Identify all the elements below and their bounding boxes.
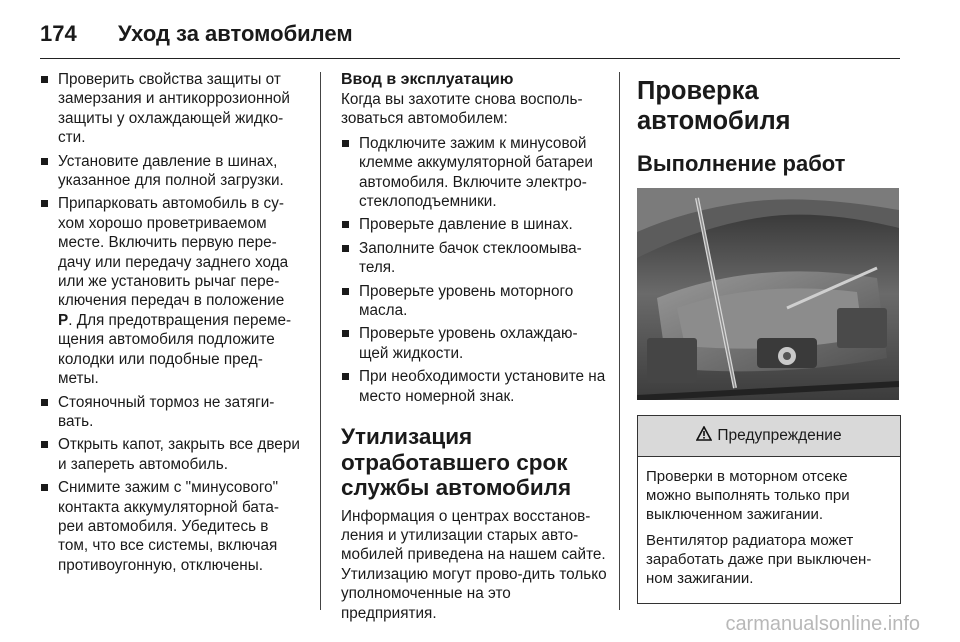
storage-instructions-column [40, 70, 302, 579]
column-divider [320, 72, 321, 610]
header-divider [40, 58, 900, 59]
section-title: Ввод в эксплуатацию [341, 71, 514, 88]
recommissioning-column [341, 70, 607, 628]
watermark: carmanualsonline.info [725, 613, 920, 635]
recommission-bullet-list [341, 134, 607, 406]
list-item: Заполните бачок стеклоомыва-теля. [341, 239, 607, 278]
page-number: 174 [40, 21, 77, 46]
warning-body [638, 457, 900, 603]
warning-header [638, 416, 900, 457]
storage-bullet-list [40, 70, 302, 575]
gear-position-p: P [58, 311, 69, 329]
list-item: Установите давление в шинах, указанное для полной загрузки. [40, 152, 302, 191]
engine-bay-image [637, 188, 899, 400]
list-item: Проверьте уровень охлаждаю-щей жидкости. [341, 324, 607, 363]
warning-paragraph: Вентилятор радиатора может заработать даже при выключен-ном зажигании. [646, 532, 872, 587]
list-item: Проверьте давление в шинах. [341, 215, 607, 234]
list-item: Открыть капот, закрыть все двери и запереть автомобиль. [40, 435, 302, 474]
list-item: При необходимости установите на место номерной знак. [341, 367, 607, 406]
column-divider [619, 72, 620, 610]
list-item: Стояночный тормоз не затяги-вать. [40, 393, 302, 432]
list-item: Проверить свойства защиты от замерзания и антикоррозионной защиты у охлаждающей жидко-сти. [40, 70, 302, 148]
page-title: Уход за автомобилем [118, 21, 353, 46]
vehicle-check-column [637, 70, 902, 604]
warning-triangle-icon [696, 426, 712, 446]
list-item: Подключите зажим к минусовой клемме аккумуляторной батареи автомобиля. Включите электро-стеклоподъемники. [341, 134, 607, 212]
chapter-heading: Проверка автомобиля [637, 77, 791, 135]
list-item: Снимите зажим с "минусового" контакта аккумуляторной бата-реи автомобиля. Убедитесь в том, что все системы, включая противоугонную, отключены. [40, 478, 302, 575]
disposal-heading: Утилизация отработавшего срок службы автомобиля [341, 424, 572, 501]
warning-paragraph: Проверки в моторном отсеке можно выполнять только при выключенном зажигании. [646, 468, 850, 523]
list-item-text: . Для предотвращения переме-щения автомобиля подложите колодки или подобные пред-меты. [58, 311, 292, 388]
engine-bay-photo [637, 188, 899, 400]
disposal-paragraph: Информация о центрах восстанов-ления и утилизации старых авто-мобилей приведена на нашем сайте. Утилизацию могут прово-дить только уполномоченные на это предприятия. [341, 507, 607, 622]
page-header [40, 14, 920, 54]
warning-title: Предупреждение [717, 427, 842, 444]
subsection-heading: Выполнение работ [637, 151, 846, 176]
warning-box [637, 415, 901, 604]
list-item [40, 194, 302, 388]
list-item: Проверьте уровень моторного масла. [341, 282, 607, 321]
list-item-text: Припарковать автомобиль в су-хом хорошо проветриваемом месте. Включить первую пере-дачу или передачу заднего хода или же установить рычаг пере-ключения передач в положение [58, 195, 289, 310]
intro-paragraph: Когда вы захотите снова восполь-зоваться автомобилем: [341, 91, 583, 128]
